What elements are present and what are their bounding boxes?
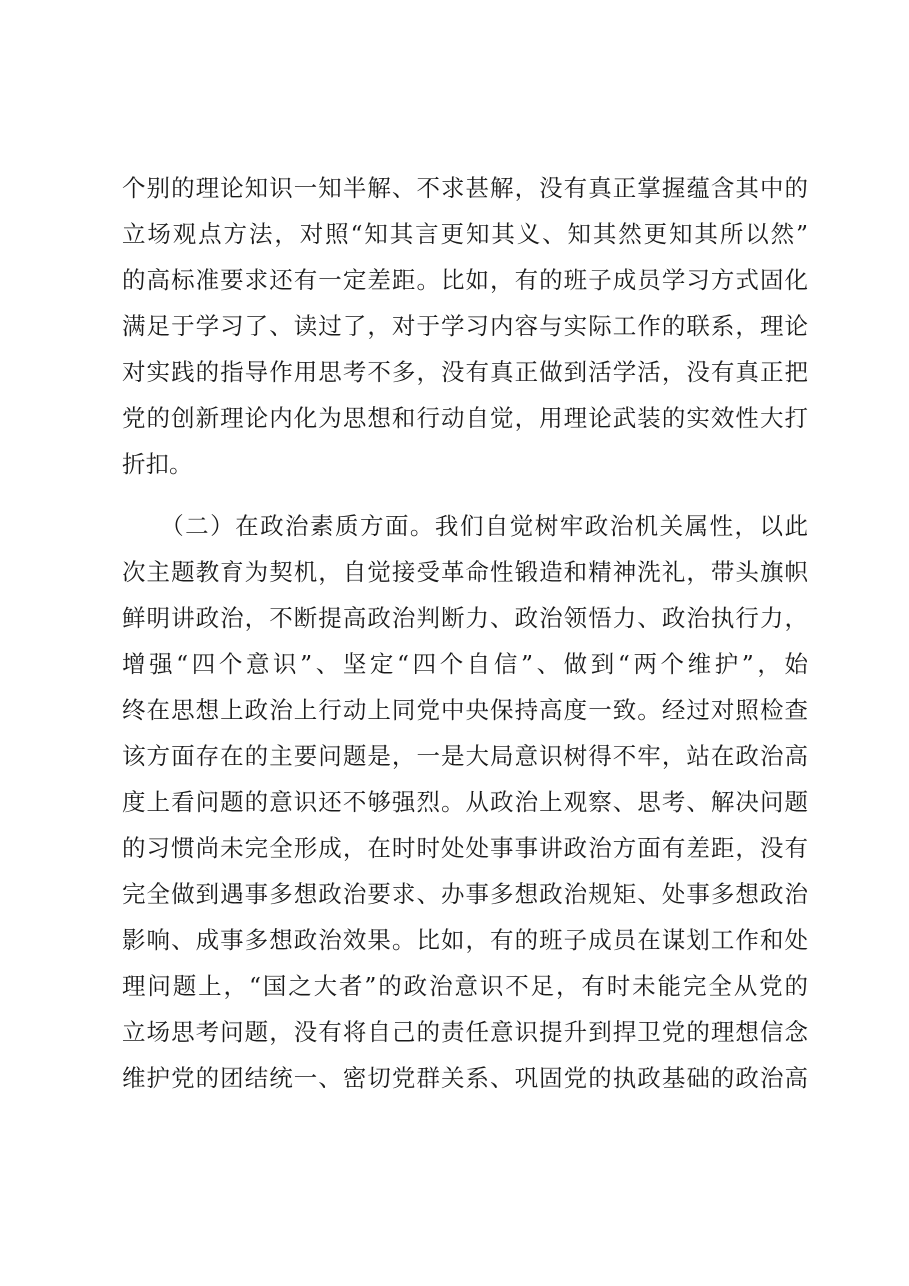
- text-line: （二）在政治素质方面。我们自觉树牢政治机关属性，以此: [122, 512, 808, 540]
- text-line: 的习惯尚未完全形成，在时时处处事事讲政治方面有差距，没有: [122, 834, 808, 862]
- text-line: 该方面存在的主要问题是，一是大局意识树得不牢，站在政治高: [122, 742, 808, 770]
- text-line: 增强“四个意识”、坚定“四个自信”、做到“两个维护”，始: [122, 650, 808, 678]
- text-line: 次主题教育为契机，自觉接受革命性锻造和精神洗礼，带头旗帜: [122, 558, 808, 586]
- text-line: 维护党的团结统一、密切党群关系、巩固党的执政基础的政治高: [122, 1064, 808, 1092]
- text-line: 折扣。: [122, 450, 193, 478]
- document-body: [122, 165, 808, 1101]
- text-line: 的高标准要求还有一定差距。比如，有的班子成员学习方式固化: [122, 266, 808, 294]
- text-line: 理问题上，“国之大者”的政治意识不足，有时未能完全从党的: [122, 972, 808, 1000]
- text-line: 影响、成事多想政治效果。比如，有的班子成员在谋划工作和处: [122, 926, 808, 954]
- text-line: 党的创新理论内化为思想和行动自觉，用理论武装的实效性大打: [122, 404, 808, 432]
- text-line: 完全做到遇事多想政治要求、办事多想政治规矩、处事多想政治: [122, 880, 808, 908]
- text-line: 鲜明讲政治，不断提高政治判断力、政治领悟力、政治执行力，: [122, 604, 808, 632]
- text-line: 立场观点方法，对照“知其言更知其义、知其然更知其所以然”: [122, 220, 808, 248]
- text-line: 个别的理论知识一知半解、不求甚解，没有真正掌握蕴含其中的: [122, 174, 808, 202]
- text-line: 对实践的指导作用思考不多，没有真正做到活学活，没有真正把: [122, 358, 808, 386]
- paragraph-2: [122, 503, 808, 1101]
- text-line: 满足于学习了、读过了，对于学习内容与实际工作的联系，理论: [122, 312, 808, 340]
- paragraph-1: [122, 165, 808, 487]
- text-line: 度上看问题的意识还不够强烈。从政治上观察、思考、解决问题: [122, 788, 808, 816]
- paragraph-gap: [122, 487, 808, 503]
- text-line: 立场思考问题，没有将自己的责任意识提升到捍卫党的理想信念: [122, 1018, 808, 1046]
- text-line: 终在思想上政治上行动上同党中央保持高度一致。经过对照检查: [122, 696, 808, 724]
